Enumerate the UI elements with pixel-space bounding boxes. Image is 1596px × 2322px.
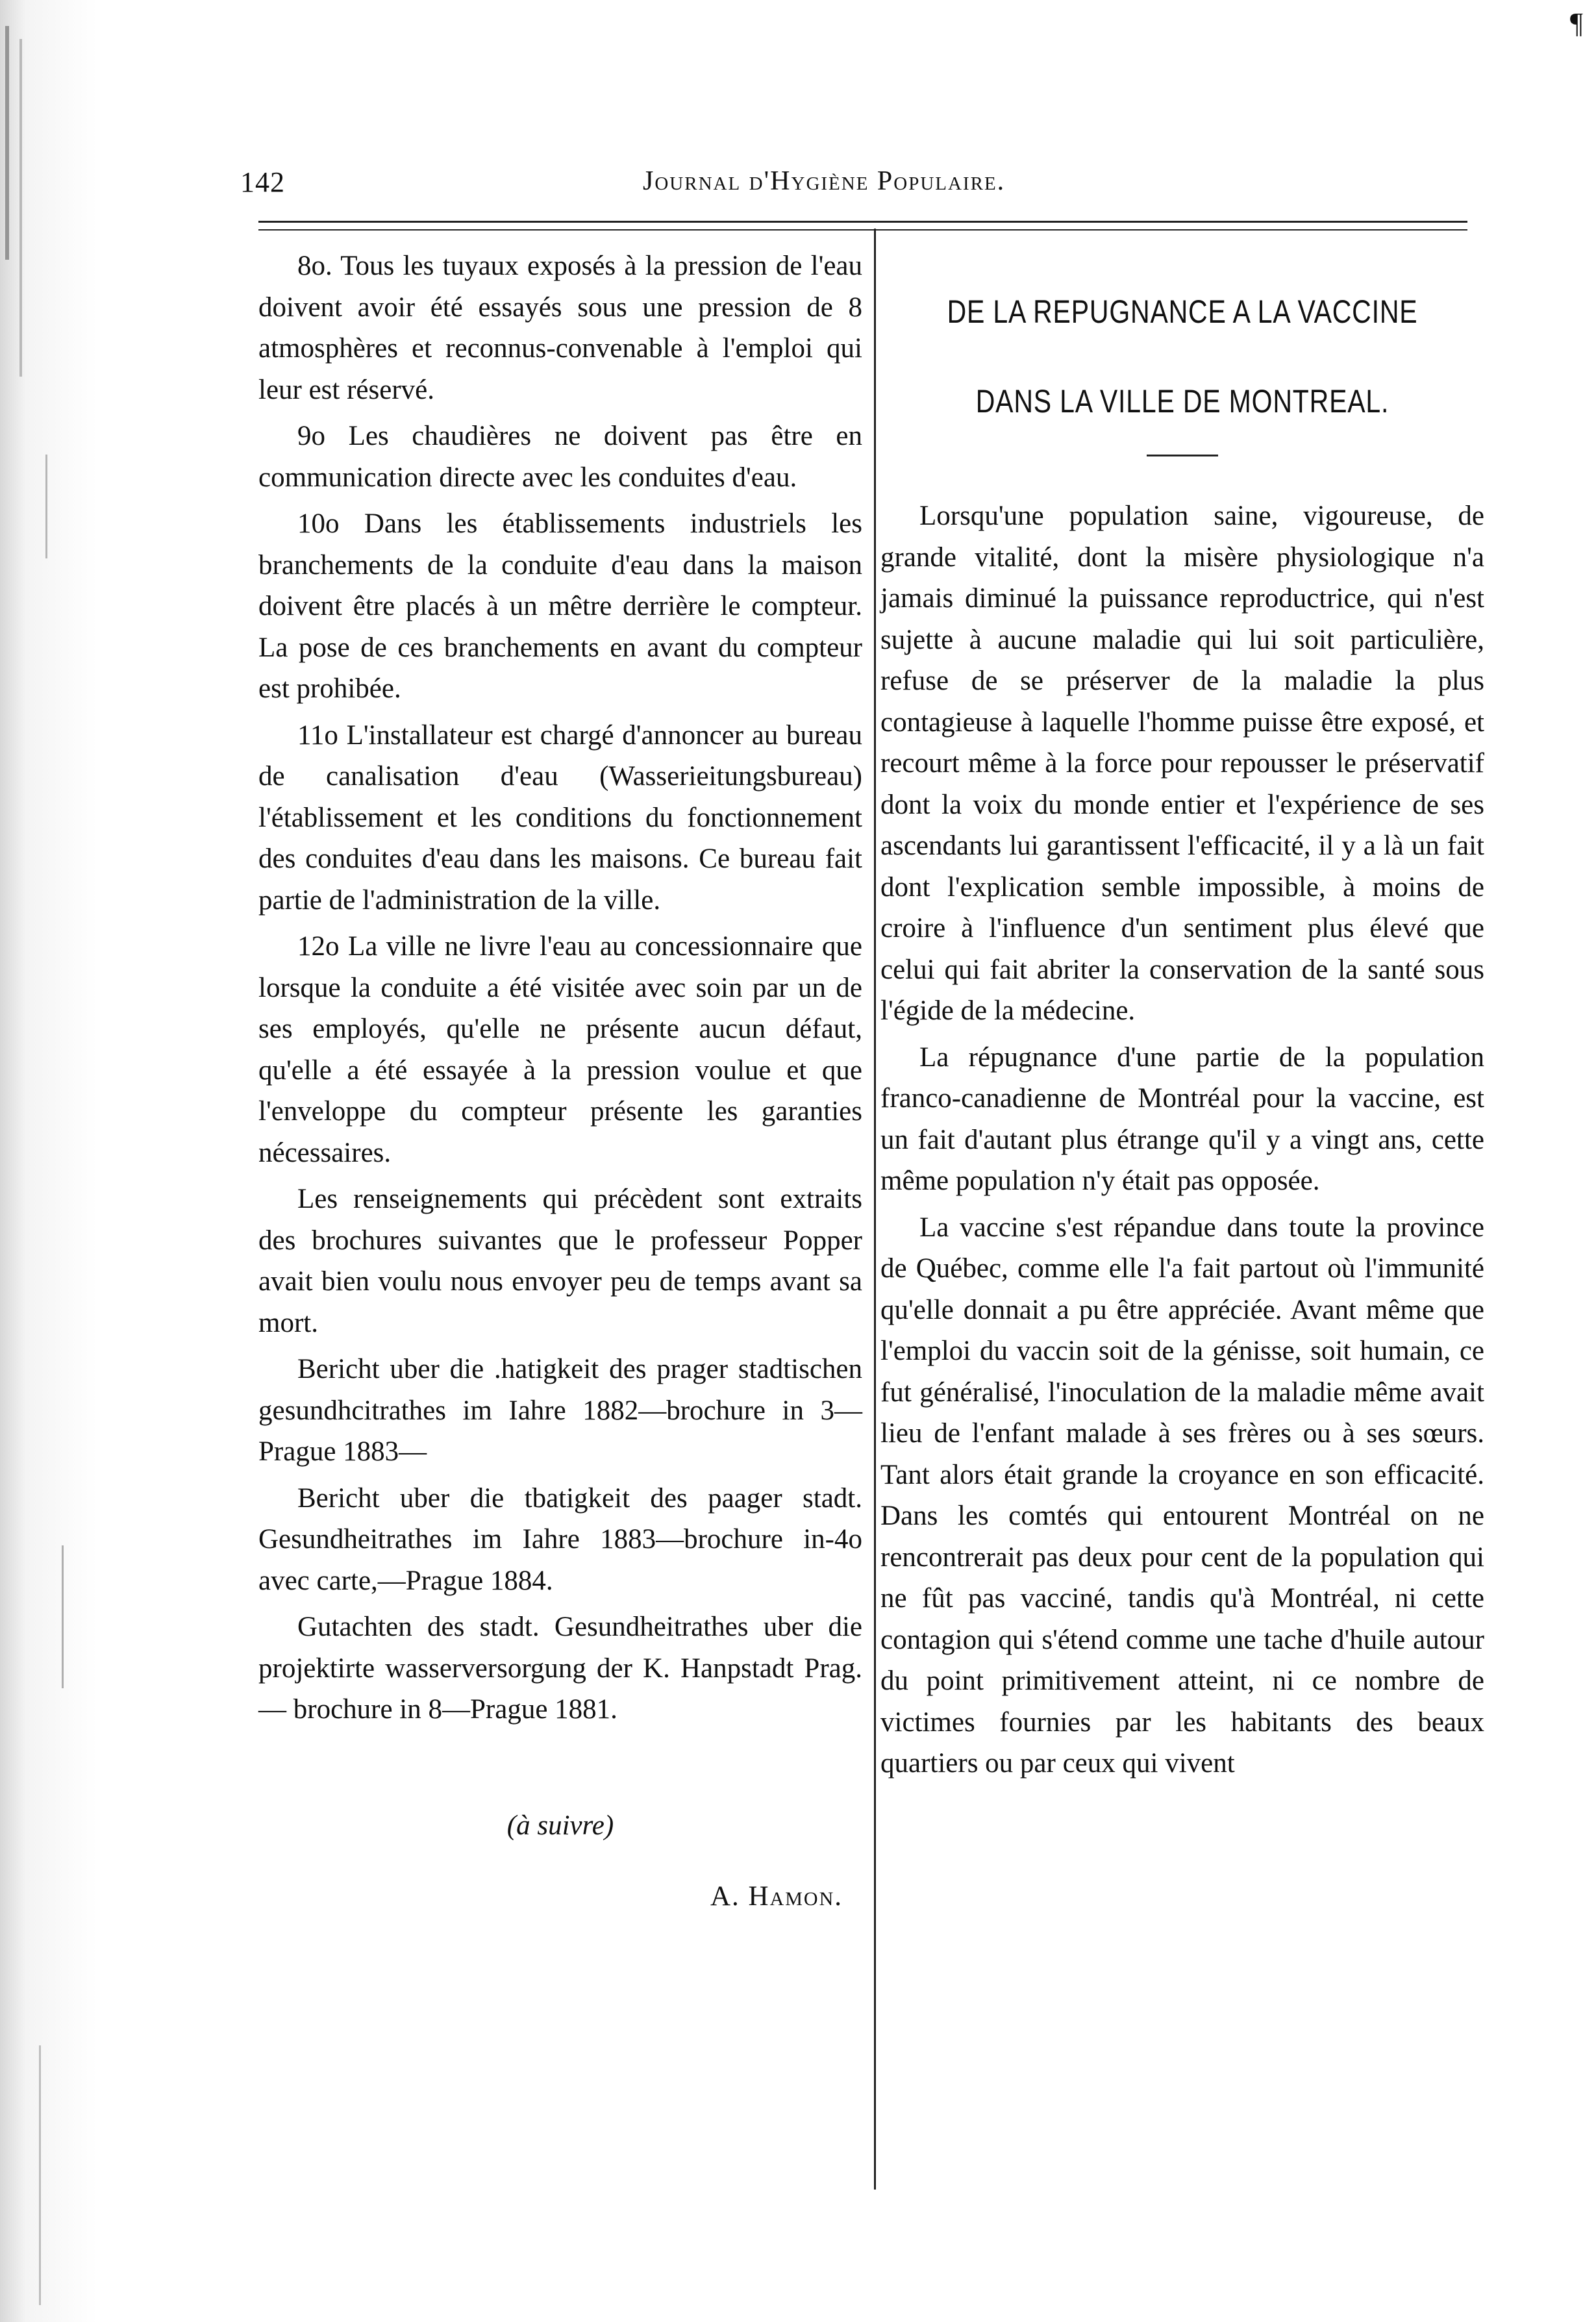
right-column — [880, 291, 1484, 1790]
paragraph-sources-intro: Les renseignements qui précèdent sont extraits des brochures suivantes que le professeur Popper avait bien voulu nous envoyer peu de temps avant sa mort. — [258, 1184, 862, 1338]
page-number: 142 — [240, 166, 285, 198]
paragraph-reference-3: Gutachten des stadt. Gesundheitrathes uber die projektirte wasserversorgung der K. Hanpstadt Prag.— brochure in 8—Prague 1881. — [258, 1612, 862, 1725]
article-title-line-2: DANS LA VILLE DE MONTREAL. — [975, 383, 1390, 419]
article-paragraph-2: La répugnance d'une partie de la population franco-canadienne de Montréal pour la vaccine, est un fait d'autant plus étrange qu'il y a vingt ans, cette même population n'y était pas opposée. — [880, 1042, 1484, 1196]
column-divider — [874, 229, 876, 2190]
article-paragraph-1: Lorsqu'une population saine, vigoureuse, de grande vitalité, dont la misère physiologique n'a jamais diminué la puissance reproductrice, qui n'est sujette à aucune maladie qui lui soit particulière, refuse de se préserver de la maladie la plus contagieuse à laquelle l'homme puisse être exposé, et recourt même à la force pour repousser le préservatif dont la voix du monde entier et l'expérience de ses ascendants lui garantissent l'efficacité, il y a là un fait dont l'explication semble impossible, à moins de croire à l'influence d'un sentiment plus élevé que celui qui fait abriter la conservation de la santé sous l'égide de la médecine. — [880, 501, 1484, 1026]
article-body — [880, 495, 1484, 1784]
paragraph-article-8: 8o. Tous les tuyaux exposés à la pression de l'eau doivent avoir été essayés sous une pression de 8 atmosphères et reconnus-convenable à l'emploi qui leur est réservé. — [258, 251, 862, 405]
paragraph-article-9: 9o Les chaudières ne doivent pas être en communication directe avec les conduites d'eau. — [258, 421, 862, 493]
title-separator-rule — [1147, 455, 1218, 456]
binding-mark — [45, 455, 47, 558]
paragraph-reference-1: Bericht uber die .hatigkeit des prager stadtischen gesundhcitrathes im Iahre 1882—brochure in 3—Prague 1883— — [258, 1354, 862, 1467]
article-title-line-1: DE LA REPUGNANCE A LA VACCINE — [947, 293, 1418, 330]
corner-mark: ¶ — [1570, 7, 1583, 39]
scanned-page-edge — [0, 0, 97, 2322]
paragraph-article-11: 11o L'installateur est chargé d'annoncer au bureau de canalisation d'eau (Wasserieitungsbureau) l'établissement et les conditions du fonctionnement des conduites d'eau dans les maisons. Ce bureau fait partie de l'administration de la ville. — [258, 719, 862, 916]
paragraph-article-12: 12o La ville ne livre l'eau au concessionnaire que lorsque la conduite a été visitée avec soin par un de ses employés, qu'elle ne présente aucun défaut, qu'elle a été essayée à la pression voulue et que l'enveloppe du compteur présente les garanties nécessaires. — [258, 931, 862, 1168]
paragraph-reference-2: Bericht uber die tbatigkeit des paager stadt. Gesundheitrathes im Iahre 1883—brochure in-4o avec carte,—Prague 1884. — [258, 1482, 862, 1596]
binding-mark — [62, 1545, 64, 1688]
paragraph-article-10: 10o Dans les établissements industriels les branchements de la conduite d'eau dans la maison doivent être placés à un mêtre derrière le compteur. La pose de ces branchements en avant du compteur est prohibée. — [258, 508, 862, 704]
binding-mark — [19, 39, 22, 377]
binding-mark — [5, 26, 9, 260]
binding-mark — [39, 2045, 41, 2305]
left-column — [258, 245, 862, 1917]
running-header — [240, 166, 1454, 211]
to-be-continued: (à suivre) — [506, 1810, 614, 1841]
author-signature: A. Hamon. — [710, 1881, 843, 1912]
running-title: Journal d'Hygiène Populaire. — [643, 166, 1006, 196]
header-double-rule — [258, 221, 1467, 231]
article-paragraph-3: La vaccine s'est répandue dans toute la province de Québec, comme elle l'a fait partout où l'immunité qu'elle donnait a pu être appréciée. Avant même que l'emploi du vaccin soit de la génisse, soit humain, ce fut généralisé, l'inoculation de la maladie même avait lieu de l'enfant malade à ses frères ou à ses sœurs. Tant alors était grande la croyance en son efficacité. Dans les comtés qui entourent Montréal on ne rencontrerait pas deux pour cent de la population qui ne fût pas vacciné, tandis qu'à Montréal, ni cette contagion qui s'étend comme une tache d'huile autour du point primitivement atteint, ni ce nombre de victimes fournies par les habitants des beaux quartiers ou par ceux qui vivent — [880, 1212, 1484, 1779]
